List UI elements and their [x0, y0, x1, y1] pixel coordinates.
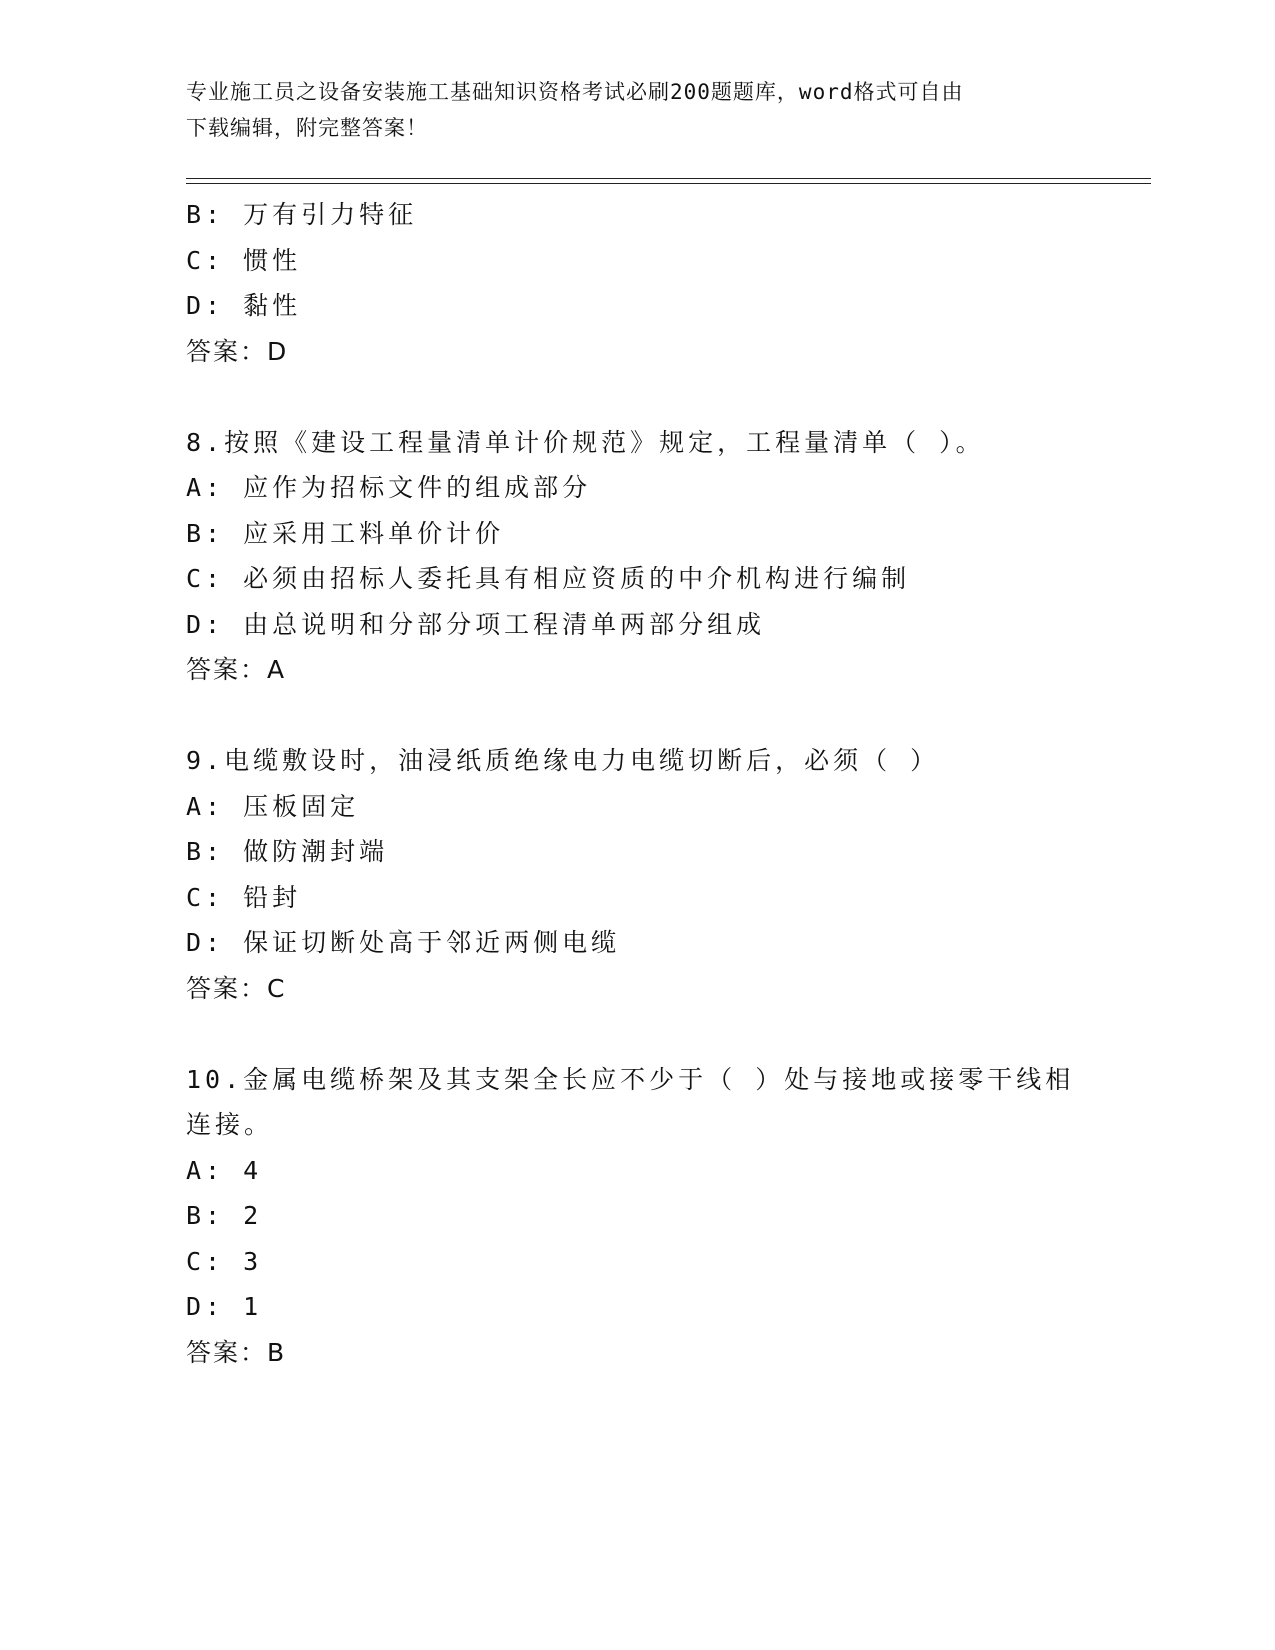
option-a: A: 压板固定 — [186, 791, 360, 821]
question-stem: 8.按照《建设工程量清单计价规范》规定，工程量清单（ ）。 — [186, 427, 985, 457]
option-c: C: 3 — [186, 1246, 263, 1276]
spacer — [186, 1011, 1076, 1057]
answer-line — [186, 329, 1076, 375]
option-d: D: 保证切断处高于邻近两侧电缆 — [186, 928, 621, 957]
question-block — [186, 1057, 1076, 1376]
header-line-1: 专业施工员之设备安装施工基础知识资格考试必刷200题题库，word格式可自由 — [186, 80, 964, 104]
option-d: D: 黏性 — [186, 291, 302, 320]
option-b: B: 做防潮封端 — [186, 837, 389, 866]
answer-value: C — [267, 973, 289, 1003]
answer-label: 答案： — [186, 336, 268, 366]
question-list — [186, 192, 1076, 1375]
option-d: D: 1 — [186, 1292, 263, 1321]
option-a: A: 4 — [186, 1155, 263, 1185]
option-c: C: 必须由招标人委托具有相应资质的中介机构进行编制 — [186, 564, 911, 593]
option-b: B: 万有引力特征 — [186, 200, 418, 229]
option-c: C: 铅封 — [186, 882, 302, 912]
answer-line — [186, 1330, 1076, 1376]
option-a: A: 应作为招标文件的组成部分 — [186, 473, 592, 502]
header-line-2: 下载编辑，附完整答案！ — [186, 116, 428, 140]
question-stem: 10.金属电缆桥架及其支架全长应不少于（ ）处与接地或接零干线相 — [186, 1064, 1075, 1094]
answer-value: A — [267, 655, 289, 684]
answer-label: 答案： — [186, 973, 268, 1003]
answer-label: 答案： — [186, 655, 268, 684]
answer-label: 答案： — [186, 1337, 268, 1367]
question-block — [186, 420, 1076, 693]
answer-line — [186, 966, 1076, 1012]
option-b: B: 2 — [186, 1201, 263, 1230]
option-d: D: 由总说明和分部分项工程清单两部分组成 — [186, 609, 766, 639]
header-divider-top — [186, 178, 1151, 179]
document-header — [186, 74, 1076, 146]
answer-value: B — [267, 1337, 289, 1367]
option-b: B: 应采用工料单价计价 — [186, 518, 505, 548]
question-block-partial — [186, 192, 1076, 374]
header-divider-bottom — [186, 183, 1151, 184]
question-stem-continued: 连接。 — [186, 1110, 274, 1139]
option-c: C: 惯性 — [186, 245, 302, 275]
answer-line — [186, 647, 1076, 693]
spacer — [186, 374, 1076, 420]
question-stem: 9.电缆敷设时，油浸纸质绝缘电力电缆切断后，必须（ ） — [186, 746, 940, 775]
spacer — [186, 693, 1076, 739]
answer-value: D — [267, 336, 291, 366]
question-block — [186, 738, 1076, 1011]
